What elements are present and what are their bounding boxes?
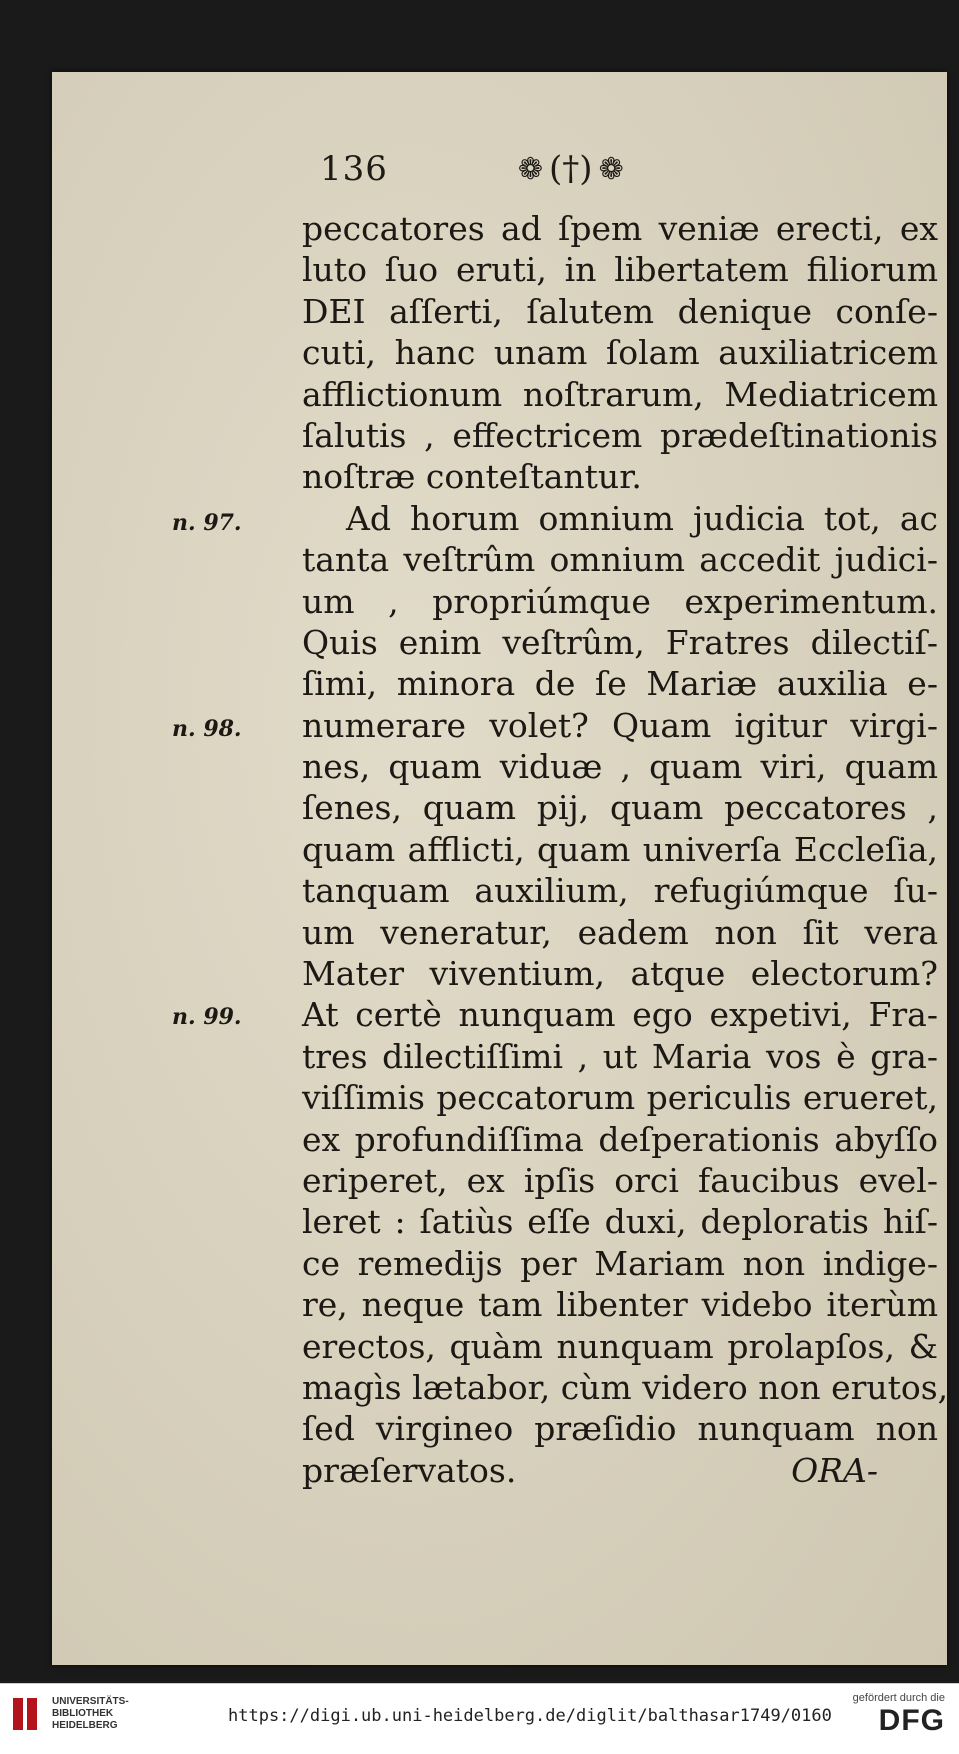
text-line: DEI aſſerti, ſalutem denique conſe-: [302, 291, 938, 331]
text-line: viſſimis peccatorum periculis erueret,: [302, 1078, 938, 1118]
text-line: tanta veſtrûm omnium accedit judici-: [302, 540, 938, 580]
permalink-url[interactable]: https://digi.ub.uni-heidelberg.de/diglit/balthasar1749/0160: [228, 1706, 832, 1726]
text-line: noſtræ conteſtantur.: [302, 457, 642, 497]
library-name-line: HEIDELBERG: [52, 1720, 118, 1731]
library-logo[interactable]: [10, 1692, 129, 1736]
funding-label: gefördert durch die: [852, 1692, 945, 1704]
text-line: ſimi, minora de ſe Mariæ auxilia e-: [302, 664, 938, 704]
text-line: ſenes, quam pij, quam peccatores ,: [302, 788, 938, 828]
margin-note-98: n. 98.: [172, 716, 242, 742]
text-line: ſed virgineo præſidio nunquam non: [302, 1409, 938, 1449]
library-name: [52, 1696, 129, 1732]
text-line: eriperet, ex ipſis orci faucibus evel-: [302, 1160, 938, 1200]
text-line: um , propriúmque experimentum.: [302, 581, 938, 621]
final-line: [302, 1450, 938, 1491]
text-line: ex profundiſſima deſperationis abyſſo: [302, 1119, 938, 1159]
text-line: re, neque tam libenter videbo iterùm: [302, 1285, 938, 1325]
text-line: nes, quam viduæ , quam viri, quam: [302, 747, 938, 787]
text-line: præſervatos.: [302, 1450, 517, 1490]
text-line: ce remedijs per Mariam non indige-: [302, 1243, 938, 1283]
library-logo-icon: [10, 1692, 44, 1736]
catchword: ORA-: [791, 1450, 878, 1490]
library-name-line: UNIVERSITÄTS-: [52, 1696, 129, 1707]
text-line: quam afflicti, quam univerſa Eccleſia,: [302, 829, 938, 869]
running-head: [320, 144, 760, 194]
text-line: magìs lætabor, cùm videro non erutos,: [302, 1367, 949, 1407]
header-ornament: [518, 149, 624, 189]
flower-ornament-icon: ❁: [598, 151, 624, 187]
text-line: tanquam auxilium, refugiúmque ſu-: [302, 871, 938, 911]
library-name-line: BIBLIOTHEK: [52, 1708, 114, 1719]
text-line: cuti, hanc unam ſolam auxiliatricem: [302, 333, 938, 373]
footer-bar: [0, 1683, 959, 1754]
text-line: numerare volet? Quam igitur virgi-: [302, 705, 938, 745]
text-line: At certè nunquam ego expetivi, Fra-: [302, 995, 938, 1035]
text-line: erectos, quàm nunquam prolapſos, &: [302, 1326, 938, 1366]
body-text: [302, 208, 949, 1491]
page-number: 136: [320, 149, 388, 189]
cross-ornament: (†): [549, 149, 593, 189]
flower-ornament-icon: ❁: [517, 151, 544, 187]
text-line: afflictionum noſtrarum, Mediatricem: [302, 374, 938, 414]
text-line: Mater viventium, atque electorum?: [302, 954, 938, 994]
text-line: um veneratur, eadem non ſit vera: [302, 912, 938, 952]
text-line: Quis enim veſtrûm, Fratres dilectiſ-: [302, 622, 938, 662]
dfg-logo: DFG: [878, 1704, 945, 1737]
text-line: tres dilectiſſimi , ut Maria vos è gra-: [302, 1036, 938, 1076]
text-line: ſalutis , effectricem prædeſtinationis: [302, 415, 938, 455]
margin-note-97: n. 97.: [172, 510, 242, 536]
text-line: leret : ſatiùs eſſe duxi, deploratis hiſ-: [302, 1202, 938, 1242]
text-line: luto ſuo eruti, in libertatem filiorum: [302, 250, 938, 290]
text-line: Ad horum omnium judicia tot, ac: [346, 498, 938, 538]
margin-note-99: n. 99.: [172, 1004, 242, 1030]
text-line: peccatores ad ſpem veniæ erecti, ex: [302, 209, 938, 248]
funding-notice[interactable]: [853, 1692, 945, 1738]
